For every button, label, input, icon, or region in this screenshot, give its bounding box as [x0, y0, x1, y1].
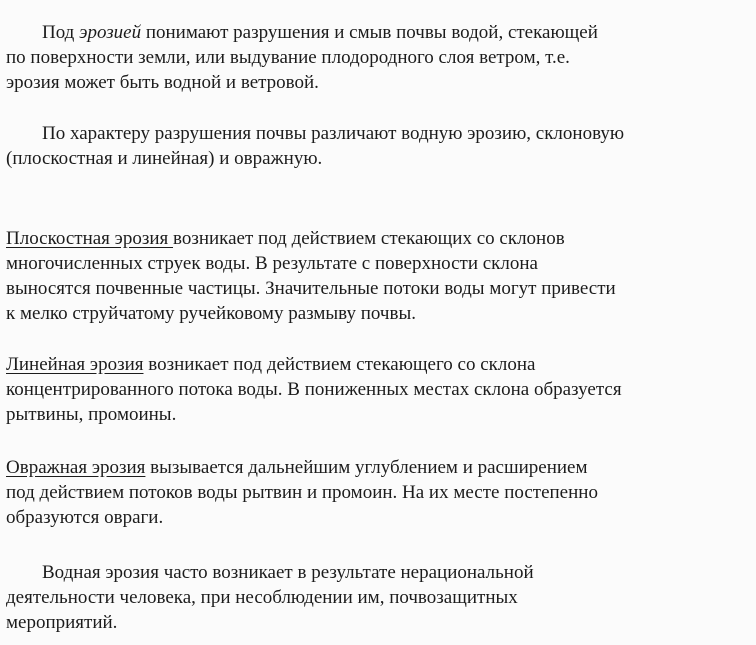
text-run: возникает под действием стекающих со склонов	[173, 228, 565, 249]
paragraph-4-line-1	[6, 354, 535, 376]
paragraph-3-line-4: к мелко струйчатому ручейковому размыву почвы.	[6, 303, 416, 324]
paragraph-3-line-2: многочисленных струек воды. В результате с поверхности склона	[6, 253, 538, 274]
text-run: понимают разрушения и смыв почвы водой, стекающей	[141, 22, 598, 43]
paragraph-6-line-3: мероприятий.	[6, 612, 118, 633]
term-erosion: эрозией	[79, 22, 142, 43]
paragraph-5-line-1	[6, 457, 588, 479]
paragraph-5-line-3: образуются овраги.	[6, 507, 164, 528]
paragraph-3-line-1	[6, 228, 565, 250]
paragraph-6-line-2: деятельности человека, при несоблюдении им, почвозащитных	[6, 587, 518, 608]
text-run: вызывается дальнейшим углублением и расширением	[145, 457, 588, 478]
paragraph-4-line-2: концентрированного потока воды. В пониженных местах склона образуется	[6, 379, 622, 400]
paragraph-1-line-3: эрозия может быть водной и ветровой.	[6, 72, 319, 93]
term-linear-erosion: Линейная эрозия	[6, 354, 144, 375]
term-gully-erosion: Овражная эрозия	[6, 457, 146, 478]
paragraph-2-line-2: (плоскостная и линейная) и овражную.	[6, 148, 323, 169]
paragraph-2-line-1: По характеру разрушения почвы различают водную эрозию, склоновую	[42, 123, 625, 144]
paragraph-1-line-2: по поверхности земли, или выдувание плодородного слоя ветром, т.е.	[6, 47, 570, 68]
paragraph-1-line-1	[42, 22, 598, 44]
paragraph-3-line-3: выносятся почвенные частицы. Значительные потоки воды могут привести	[6, 278, 616, 299]
term-sheet-erosion: Плоскостная эрозия	[6, 228, 173, 249]
paragraph-4-line-3: рытвины, промоины.	[6, 404, 177, 425]
paragraph-6-line-1: Водная эрозия часто возникает в результате нерациональной	[42, 562, 534, 583]
text-run: Под	[42, 22, 80, 43]
text-run: возникает под действием стекающего со склона	[143, 354, 536, 375]
paragraph-5-line-2: под действием потоков воды рытвин и промоин. На их месте постепенно	[6, 482, 598, 503]
